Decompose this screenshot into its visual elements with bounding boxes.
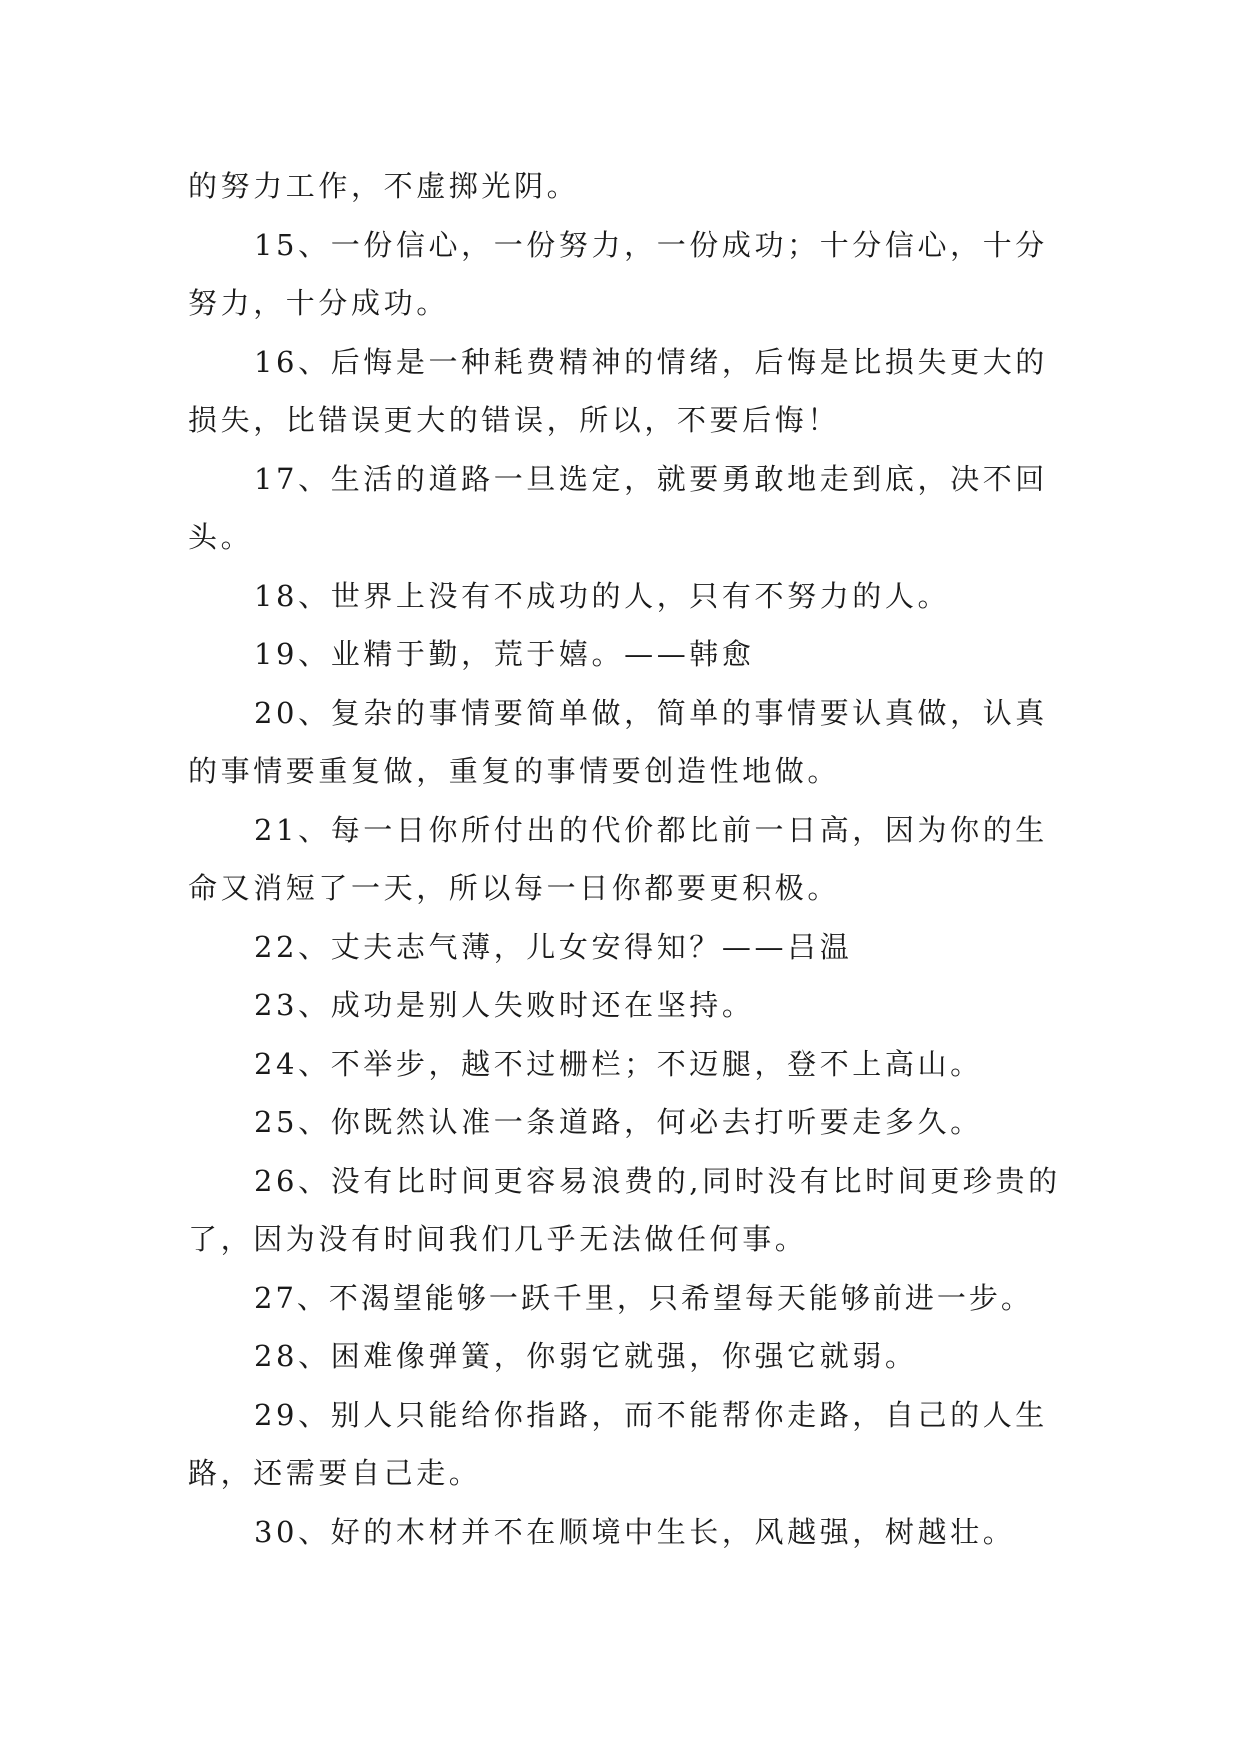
- paragraph-17: 17、生活的道路一旦选定，就要勇敢地走到底，决不回头。: [188, 461, 1048, 554]
- paragraph-19: 19、业精于勤，荒于嬉。——韩愈: [254, 637, 755, 671]
- paragraph-16: 16、后悔是一种耗费精神的情绪，后悔是比损失更大的损失，比错误更大的错误，所以，不要后悔！: [188, 344, 1048, 437]
- paragraph-27: 27、不渴望能够一跃千里，只希望每天能够前进一步。: [254, 1280, 1033, 1315]
- paragraph-26: 26、没有比时间更容易浪费的,同时没有比时间更珍贵的了，因为没有时间我们几乎无法做任何事。: [188, 1163, 1061, 1256]
- paragraph-20: 20、复杂的事情要简单做，简单的事情要认真做，认真的事情要重复做，重复的事情要创造性地做。: [188, 695, 1048, 788]
- paragraph-23: 23、成功是别人失败时还在坚持。: [254, 988, 755, 1022]
- paragraph-continuation: 的努力工作，不虚掷光阴。: [188, 169, 580, 203]
- paragraph-30: 30、好的木材并不在顺境中生长，风越强，树越壮。: [254, 1514, 1016, 1549]
- document-body: [188, 157, 1068, 1561]
- paragraph-22: 22、丈夫志气薄，儿女安得知？——吕温: [254, 929, 853, 964]
- paragraph-28: 28、困难像弹簧，你弱它就强，你强它就弱。: [254, 1339, 918, 1373]
- paragraph-15: 15、一份信心，一份努力，一份成功；十分信心，十分努力，十分成功。: [188, 227, 1048, 320]
- paragraph-29: 29、别人只能给你指路，而不能帮你走路，自己的人生路，还需要自己走。: [188, 1397, 1048, 1490]
- paragraph-21: 21、每一日你所付出的代价都比前一日高，因为你的生命又消短了一天，所以每一日你都要更积极。: [188, 812, 1048, 905]
- paragraph-18: 18、世界上没有不成功的人，只有不努力的人。: [254, 578, 951, 613]
- paragraph-24: 24、不举步，越不过栅栏；不迈腿，登不上高山。: [254, 1046, 983, 1081]
- paragraph-25: 25、你既然认准一条道路，何必去打听要走多久。: [254, 1105, 983, 1139]
